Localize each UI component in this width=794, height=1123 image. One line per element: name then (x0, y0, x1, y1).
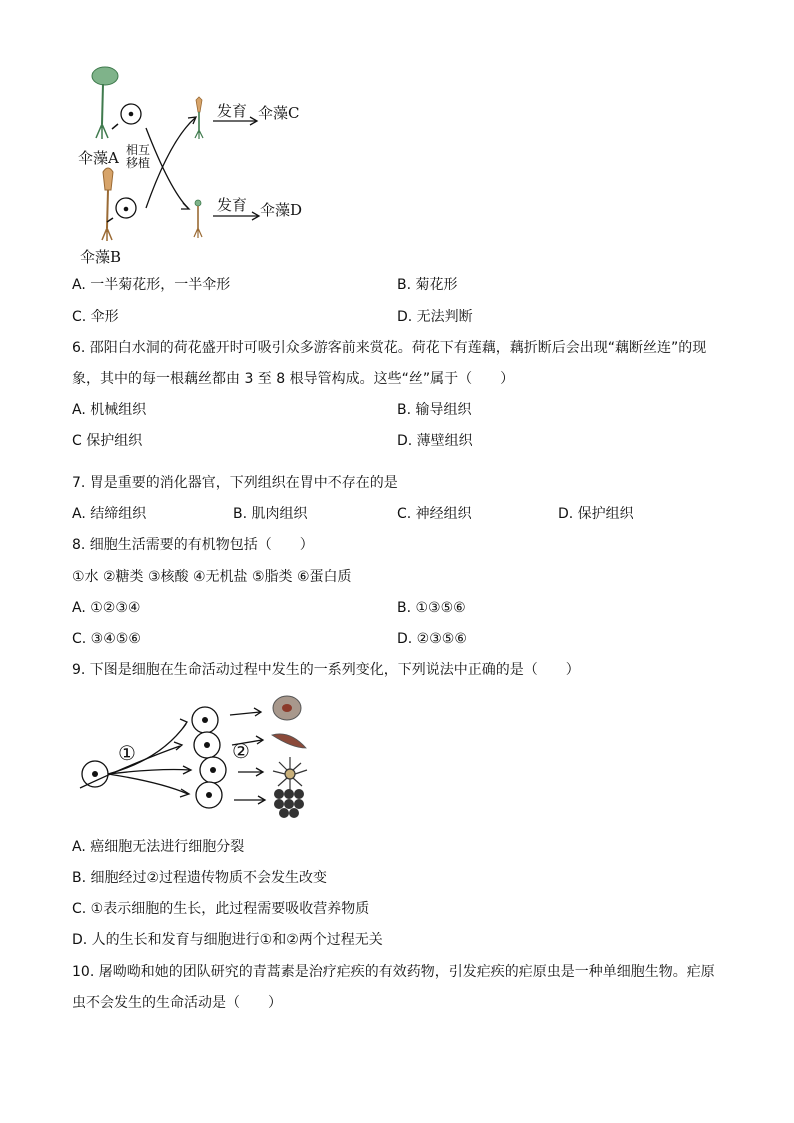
q5-option-b: B. 菊花形 (397, 277, 458, 293)
q9-option-b: B. 细胞经过②过程遗传物质不会发生改变 (72, 870, 328, 886)
q6-stem-line1: 6. 邵阳白水洞的荷花盛开时可吸引众多游客前来赏花。荷花下有莲藕，藕折断后会出现“藕断丝连”的现 (72, 340, 707, 356)
q8-option-d: D. ②③⑤⑥ (397, 631, 467, 647)
fig-label-process-2: ② (232, 739, 250, 763)
q7-stem: 7. 胃是重要的消化器官，下列组织在胃中不存在的是 (72, 475, 398, 491)
label-algae-b: 伞藻B (80, 248, 122, 266)
q6-option-c: C 保护组织 (72, 433, 143, 449)
q8-option-c: C. ③④⑤⑥ (72, 631, 141, 647)
label-algae-a: 伞藻A (78, 149, 119, 167)
umbrella-algae-diagram (0, 0, 794, 270)
q5-option-d: D. 无法判断 (397, 309, 473, 325)
label-develop-bottom: 发育 (217, 196, 248, 214)
label-transplant-2: 移植 (126, 156, 151, 170)
result-plant-d (194, 200, 202, 238)
label-algae-d: 伞藻D (260, 201, 303, 219)
q9-option-a: A. 癌细胞无法进行细胞分裂 (72, 839, 245, 855)
label-algae-c: 伞藻C (258, 104, 300, 122)
q7-option-c: C. 神经组织 (397, 506, 472, 522)
q9-option-c: C. ①表示细胞的生长，此过程需要吸收营养物质 (72, 901, 370, 917)
q7-option-d: D. 保护组织 (558, 506, 634, 522)
q6-option-a: A. 机械组织 (72, 402, 147, 418)
q9-stem: 9. 下图是细胞在生命活动过程中发生的一系列变化，下列说法中正确的是（ ） (72, 662, 580, 678)
q6-stem-line2: 象，其中的每一根藕丝都由 3 至 8 根导管构成。这些“丝”属于（ ） (72, 371, 515, 387)
q10-stem-line2: 虫不会发生的生命活动是（ ） (72, 995, 282, 1011)
q5-option-a: A. 一半菊花形，一半伞形 (72, 277, 231, 293)
q6-option-b: B. 输导组织 (397, 402, 472, 418)
q8-items: ①水 ②糖类 ③核酸 ④无机盐 ⑤脂类 ⑥蛋白质 (72, 569, 352, 585)
q5-option-c: C. 伞形 (72, 309, 119, 325)
fig-label-process-1: ① (118, 741, 136, 765)
q8-option-a: A. ①②③④ (72, 600, 141, 616)
q8-stem: 8. 细胞生活需要的有机物包括（ ） (72, 537, 314, 553)
label-transplant-1: 相互 (126, 143, 151, 157)
q7-option-a: A. 结缔组织 (72, 506, 147, 522)
q10-stem-line1: 10. 屠呦呦和她的团队研究的青蒿素是治疗疟疾的有效药物，引发疟疾的疟原虫是一种单细胞生物。疟原 (72, 964, 715, 980)
q9-option-d: D. 人的生长和发育与细胞进行①和②两个过程无关 (72, 932, 383, 948)
label-develop-top: 发育 (217, 102, 248, 120)
algae-b-illustration (102, 168, 113, 241)
q8-option-b: B. ①③⑤⑥ (397, 600, 466, 616)
q6-option-d: D. 薄壁组织 (397, 433, 473, 449)
q7-option-b: B. 肌肉组织 (233, 506, 308, 522)
